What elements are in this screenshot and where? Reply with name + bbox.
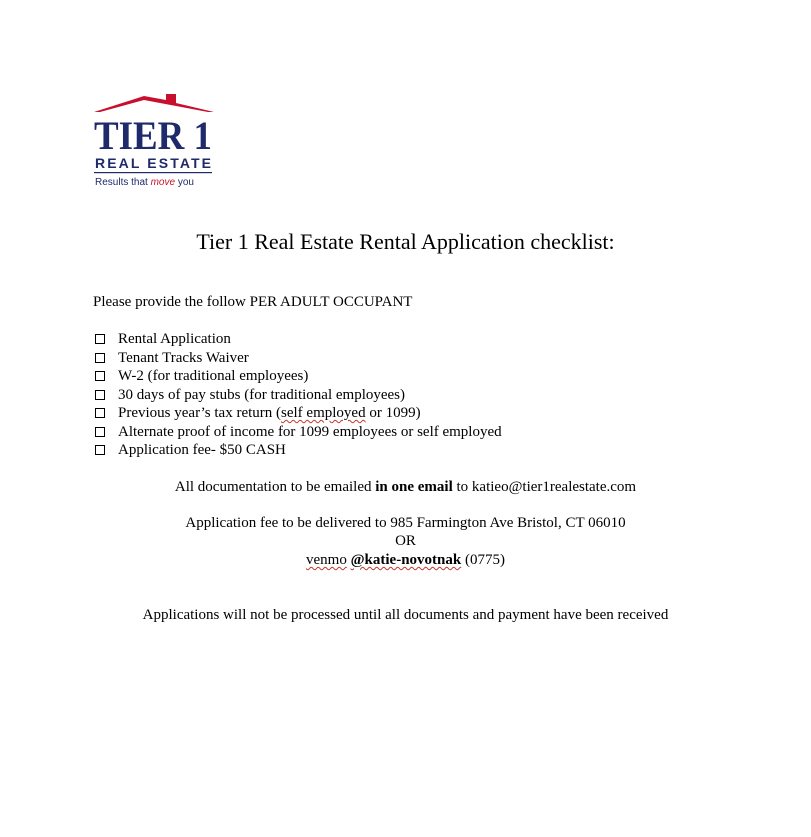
checkbox[interactable] — [95, 353, 105, 363]
delivery-instruction: Application fee to be delivered to 985 Farmington Ave Bristol, CT 06010 — [185, 515, 626, 531]
checkbox[interactable] — [95, 390, 105, 400]
checklist-item — [93, 404, 502, 423]
logo-brand-text: TIER 1 — [94, 113, 212, 158]
logo-tagline-after: you — [175, 177, 194, 188]
checklist-item — [93, 441, 502, 460]
venmo-word: venmo — [306, 552, 347, 568]
document-title: Tier 1 Real Estate Rental Application checklist: — [196, 229, 615, 254]
email-emphasis: in one email — [375, 479, 453, 495]
roof-shape — [94, 94, 214, 112]
checklist-item — [93, 423, 502, 442]
venmo-instruction — [0, 551, 811, 569]
checklist-item-label: Rental Application — [118, 331, 231, 347]
tier1-logo — [92, 92, 216, 192]
email-text-before: All documentation to be emailed — [174, 479, 376, 495]
email-text-after: to katieo@tier1realestate.com — [452, 479, 637, 495]
checkbox[interactable] — [95, 427, 105, 437]
venmo-suffix: (0775) — [461, 552, 505, 568]
or-separator: OR — [395, 533, 416, 549]
checklist-item-label: Alternate proof of income for 1099 employees or self employed — [118, 423, 502, 440]
checklist-item-label: Application fee- $50 CASH — [118, 442, 286, 458]
spellcheck-marked-text: self employed — [281, 405, 366, 421]
logo-tagline-before: Results that — [95, 177, 151, 188]
checklist-item — [93, 367, 502, 386]
venmo-handle: @katie-novotnak — [350, 552, 462, 568]
checklist-item — [93, 349, 502, 368]
checkbox[interactable] — [95, 334, 105, 344]
logo-tagline — [95, 177, 194, 188]
checklist-item-label: 30 days of pay stubs (for traditional employees) — [118, 386, 406, 403]
checklist-item — [93, 330, 502, 349]
email-instruction — [0, 478, 811, 496]
checkbox[interactable] — [95, 371, 105, 381]
requirements-checklist — [93, 330, 502, 460]
logo-subtitle-text: REAL ESTATE — [95, 155, 211, 171]
checkbox[interactable] — [95, 445, 105, 455]
checklist-item-label: Tenant Tracks Waiver — [118, 349, 249, 366]
checkbox[interactable] — [95, 408, 105, 418]
checklist-item-label — [118, 404, 421, 423]
processing-notice: Applications will not be processed until all documents and payment have been received — [142, 607, 669, 623]
logo-divider — [94, 172, 212, 173]
checklist-item — [93, 386, 502, 405]
label-part: Previous year’s tax return ( — [118, 405, 282, 421]
logo-tagline-accent: move — [150, 177, 176, 188]
checklist-item-label: W-2 (for traditional employees) — [118, 368, 309, 384]
label-part: or 1099) — [365, 405, 421, 421]
tier1-logo-graphic — [92, 92, 216, 192]
intro-text: Please provide the follow PER ADULT OCCUPANT — [93, 294, 413, 310]
